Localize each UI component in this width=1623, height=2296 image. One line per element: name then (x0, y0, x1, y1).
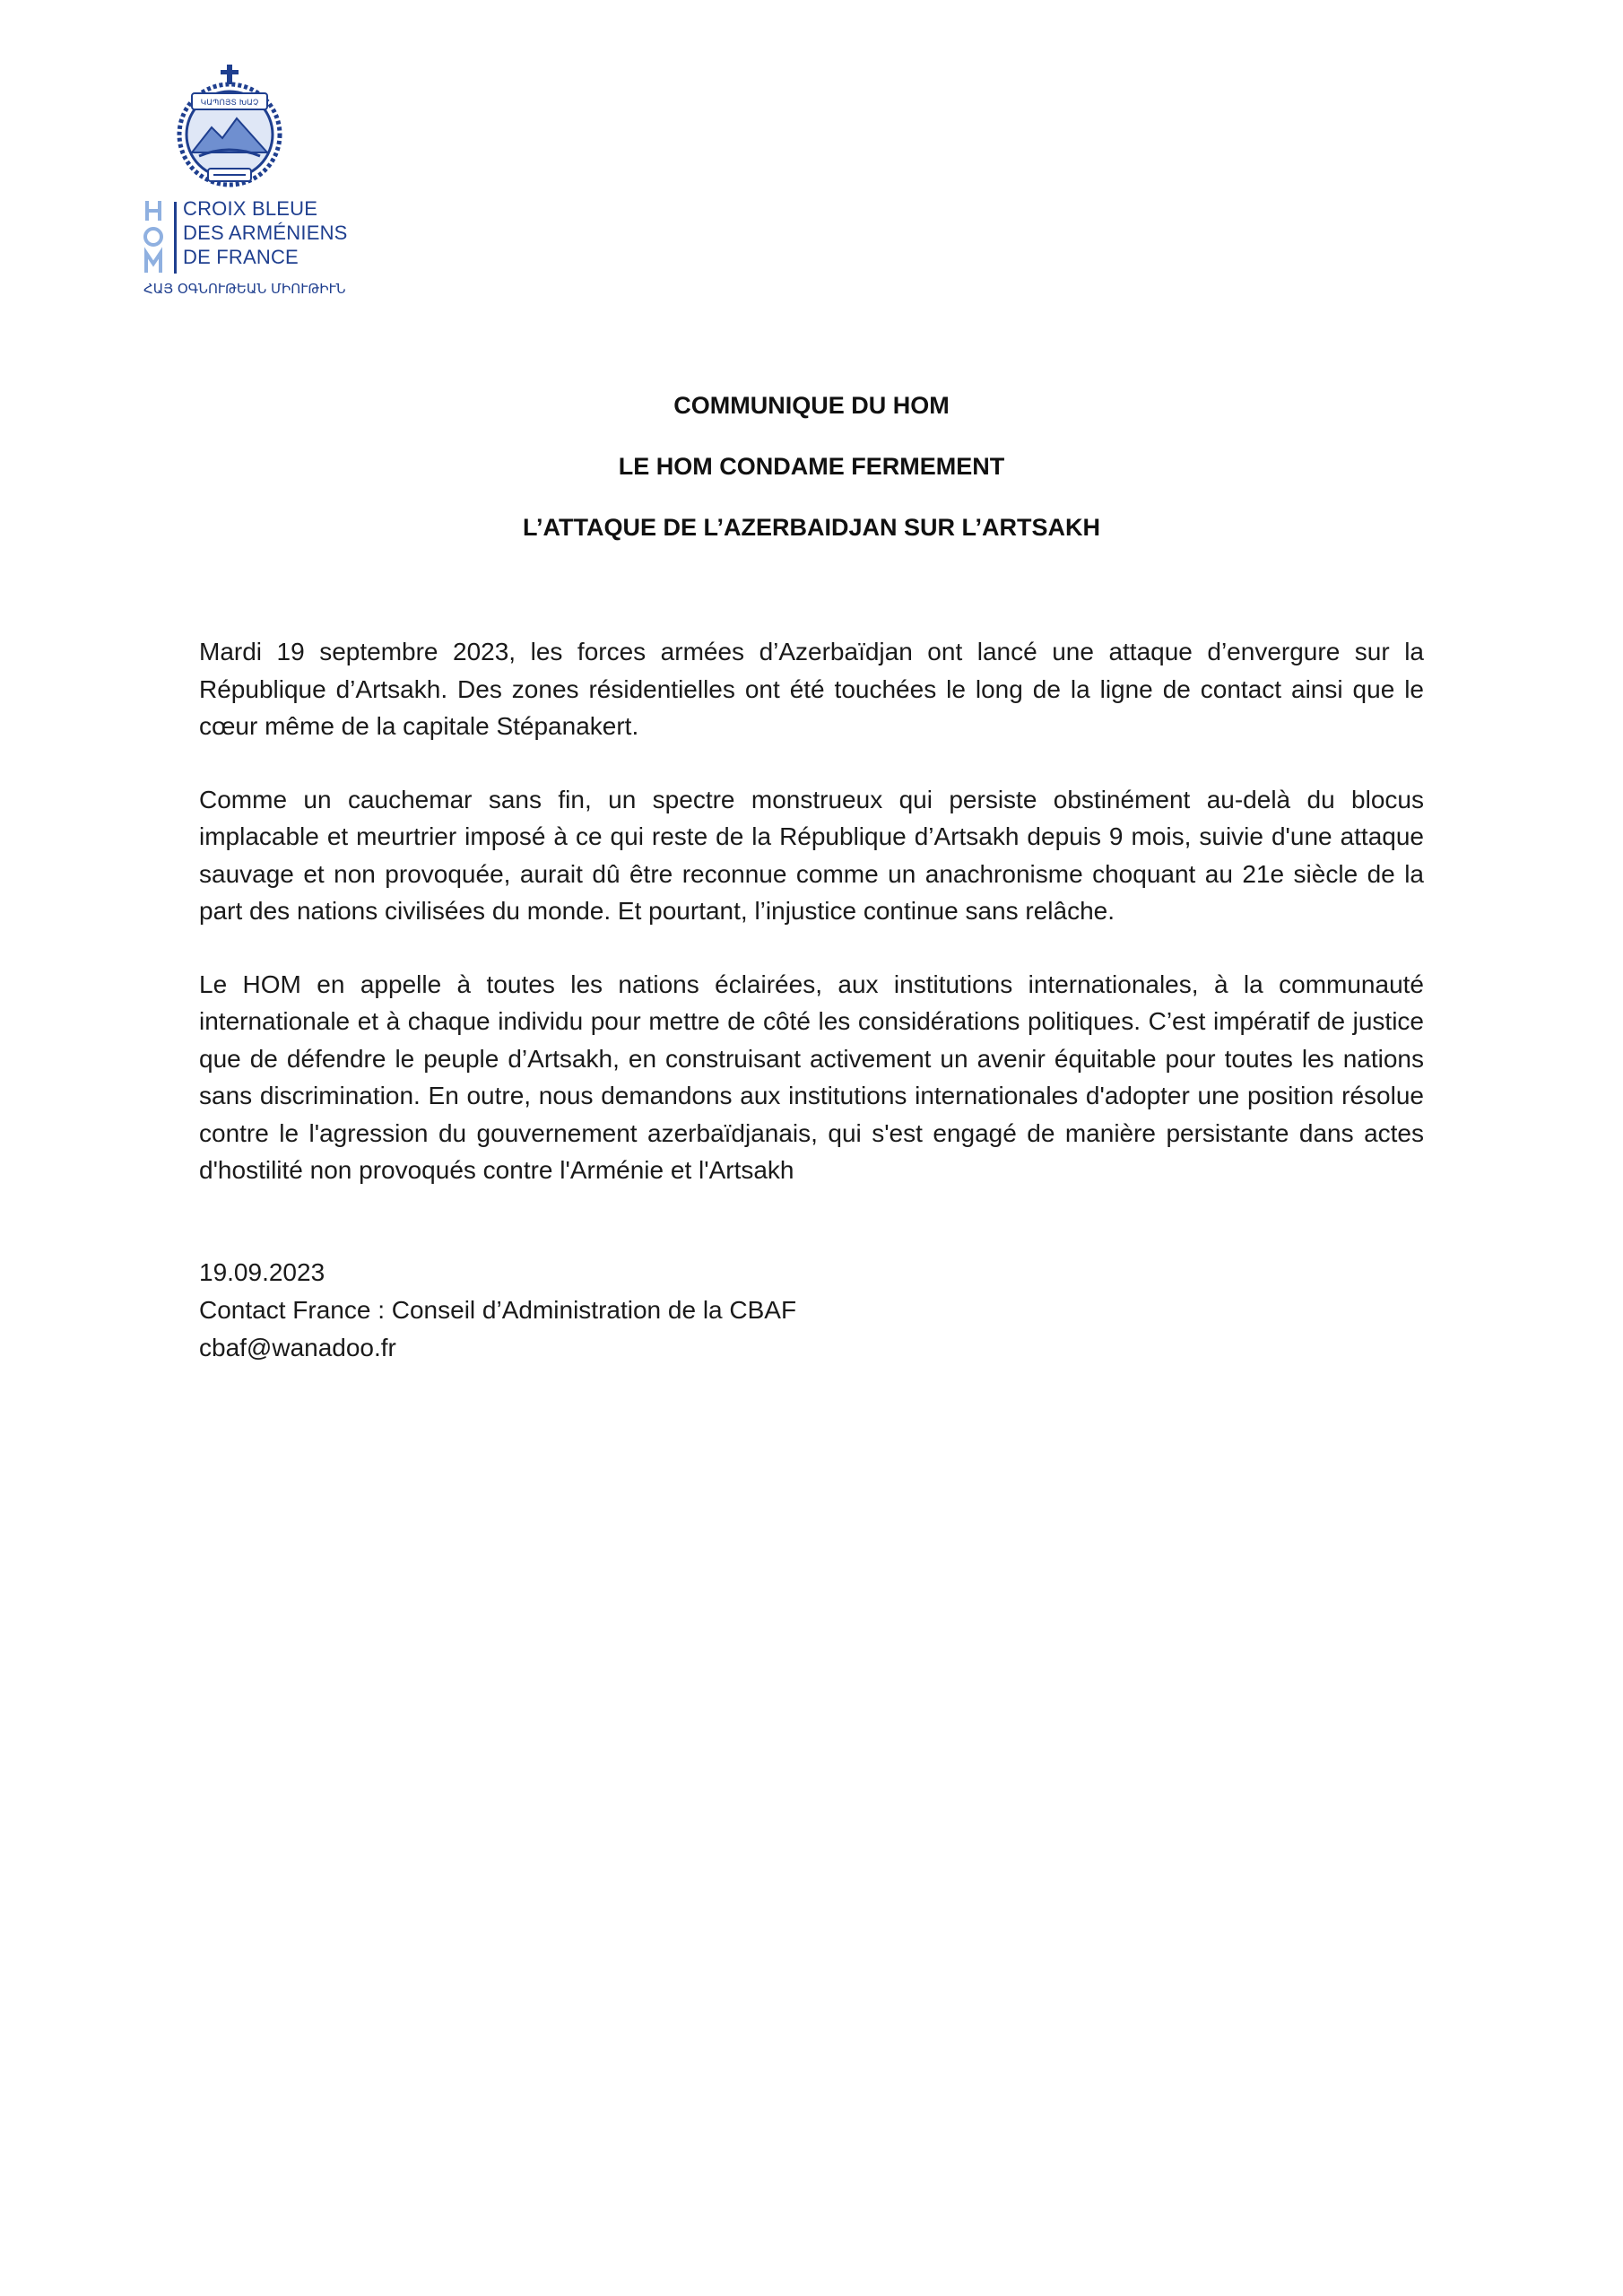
body-paragraph-2: Comme un cauchemar sans fin, un spectre monstrueux qui persiste obstinément au-delà du blocus implacable et meurtrier imposé à ce qui reste de la République d’Artsakh depuis 9 mois, suivie d'une attaque sauvage et non provoquée, aurait dû être reconnue comme un anachronisme choquant au 21e siècle de la part des nations civilisées du monde. Et pourtant, l’injustice continue sans relâche. (199, 785, 1424, 925)
org-name-line-3: DE FRANCE (183, 246, 299, 268)
body-paragraph-1: Mardi 19 septembre 2023, les forces armées d’Azerbaïdjan ont lancé une attaque d’envergure sur la République d’Artsakh. Des zones résidentielles ont été touchées le long de la ligne de contact ainsi que le cœur même de la capitale Stépanakert. (199, 638, 1424, 740)
organization-name (183, 196, 348, 269)
footer-contact: Contact France : Conseil d’Administration de la CBAF (199, 1296, 797, 1324)
title-line-1: COMMUNIQUE DU HOM (673, 392, 950, 419)
footer-email[interactable]: cbaf@wanadoo.fr (199, 1334, 396, 1361)
logo-divider (174, 202, 177, 274)
communique-footer (199, 1254, 796, 1367)
org-name-armenian: ՀԱՅ ՕԳՆՈՒԹԵԱՆ ՄԻՈՒԹԻՒՆ (143, 281, 346, 297)
body-paragraph-3: Le HOM en appelle à toutes les nations éclairées, aux institutions internationales, à la communauté internationale et à chaque individu pour mettre de côté les considérations politiques. C’est impératif de justice que de défendre le peuple d’Artsakh, en construisant activement un avenir équitable pour toutes les nations sans discrimination. En outre, nous demandons aux institutions internationales d'adopter une position résolue contre le l'agression du gouvernement azerbaïdjanais, qui s'est engagé de manière persistante dans actes d'hostilité non provoqués contre l'Arménie et l'Artsakh (199, 970, 1424, 1184)
communique-body (199, 633, 1424, 1225)
emblem-banner-text: ԿԱՊՈՅՏ ԽԱՉ (200, 99, 259, 108)
croix-bleue-emblem-icon (172, 63, 289, 197)
hom-letters-icon (143, 199, 163, 274)
organization-logo (135, 63, 404, 305)
title-line-2: LE HOM CONDAME FERMEMENT (618, 453, 1005, 480)
footer-date: 19.09.2023 (199, 1258, 325, 1286)
org-name-line-1: CROIX BLEUE (183, 197, 318, 220)
communique-title (0, 387, 1623, 570)
org-name-line-2: DES ARMÉNIENS (183, 222, 348, 244)
title-line-3: L’ATTAQUE DE L’AZERBAIDJAN SUR L’ARTSAKH (522, 514, 1101, 541)
